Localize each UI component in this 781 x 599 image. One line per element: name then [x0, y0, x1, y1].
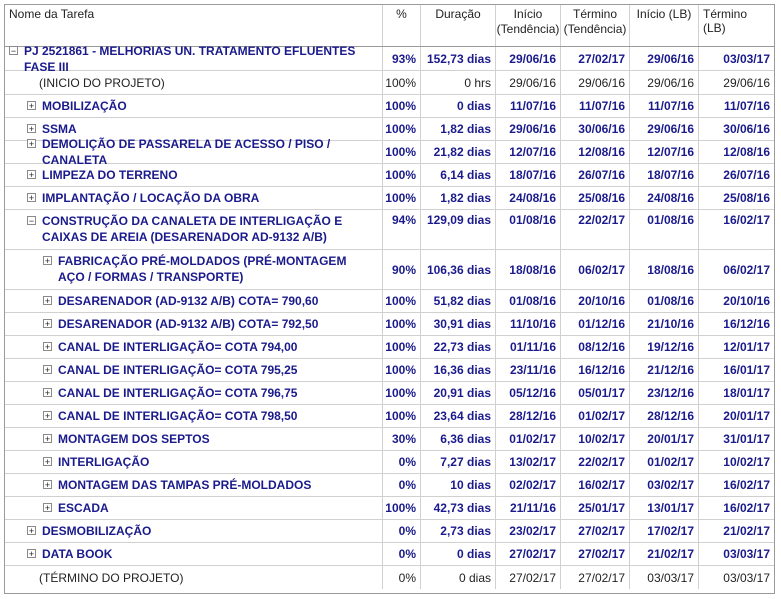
task-name: DEMOLIÇÃO DE PASSARELA DE ACESSO / PISO / CANALETA — [42, 137, 331, 167]
start-lb-cell[interactable]: 21/12/16 — [630, 359, 699, 381]
task-name-cell[interactable] — [5, 520, 383, 542]
pct-cell[interactable]: 100% — [383, 359, 421, 381]
end-cell[interactable]: 25/08/16 — [561, 187, 630, 209]
start-lb-cell[interactable]: 17/02/17 — [630, 520, 699, 542]
end-lb-cell[interactable]: 16/02/17 — [723, 213, 770, 227]
col-header-name-label: Nome da Tarefa — [9, 7, 95, 21]
task-name-cell[interactable] — [5, 497, 383, 519]
duration-cell[interactable]: 6,14 dias — [421, 164, 496, 186]
start-lb-cell[interactable]: 11/07/16 — [630, 95, 699, 117]
table-row[interactable] — [5, 313, 774, 336]
task-name: CANAL DE INTERLIGAÇÃO= COTA 794,00 — [58, 340, 298, 354]
table-row[interactable] — [5, 428, 774, 451]
plus-box-icon[interactable]: + — [44, 457, 51, 467]
pct-cell[interactable]: 30% — [383, 428, 421, 450]
duration-cell[interactable]: 7,27 dias — [421, 451, 496, 473]
start-lb-cell[interactable]: 21/02/17 — [630, 543, 699, 565]
task-name-cell[interactable] — [5, 428, 383, 450]
task-name: DESARENADOR (AD-9132 A/B) COTA= 792,50 — [58, 317, 319, 331]
duration-cell[interactable]: 0 dias — [421, 566, 496, 589]
pct-cell[interactable]: 100% — [383, 382, 421, 404]
task-name-cell[interactable] — [5, 336, 383, 358]
duration-cell[interactable]: 10 dias — [421, 474, 496, 496]
duration-cell[interactable]: 106,36 dias — [421, 250, 496, 289]
end-cell[interactable]: 11/07/16 — [561, 95, 630, 117]
pct-cell[interactable]: 100% — [383, 95, 421, 117]
start-lb-cell[interactable]: 12/07/16 — [630, 141, 699, 163]
end-lb-cell[interactable]: 11/07/16 — [723, 99, 770, 113]
task-name-cell[interactable] — [5, 250, 383, 289]
task-name: ESCADA — [58, 501, 109, 515]
end-lb-cell[interactable]: 16/02/17 — [723, 501, 770, 515]
end-lb-cell[interactable]: 03/03/17 — [723, 570, 770, 585]
end-cell[interactable]: 05/01/17 — [561, 382, 630, 404]
plus-box-icon[interactable]: + — [44, 503, 51, 513]
start-cell[interactable]: 23/02/17 — [496, 520, 561, 542]
pct-cell[interactable]: 0% — [383, 474, 421, 496]
end-cell[interactable]: 27/02/17 — [561, 566, 630, 589]
plus-box-icon[interactable]: + — [44, 480, 51, 490]
plus-box-icon[interactable]: + — [44, 365, 51, 375]
start-lb-cell[interactable]: 03/02/17 — [630, 474, 699, 496]
end-lb-cell[interactable]: 16/02/17 — [723, 478, 770, 492]
task-name-cell[interactable] — [5, 43, 383, 74]
duration-cell[interactable]: 20,91 dias — [421, 382, 496, 404]
col-header-start-lb[interactable] — [630, 5, 699, 46]
col-header-pct-label: % — [396, 7, 407, 21]
start-lb-cell[interactable]: 01/08/16 — [630, 210, 699, 249]
start-lb-cell[interactable]: 18/08/16 — [630, 250, 699, 289]
task-name: (TÉRMINO DO PROJETO) — [39, 570, 184, 585]
task-name: CANAL DE INTERLIGAÇÃO= COTA 796,75 — [58, 386, 298, 400]
col-header-start-sub-label: (Tendência) — [496, 22, 560, 36]
end-cell[interactable]: 22/02/17 — [561, 210, 630, 249]
minus-box-icon[interactable]: − — [10, 45, 17, 56]
end-lb-cell[interactable]: 16/12/16 — [723, 317, 770, 331]
table-row[interactable] — [5, 164, 774, 187]
start-lb-cell[interactable]: 01/02/17 — [630, 451, 699, 473]
duration-cell[interactable]: 129,09 dias — [421, 210, 496, 249]
end-cell[interactable]: 12/08/16 — [561, 141, 630, 163]
end-cell[interactable]: 26/07/16 — [561, 164, 630, 186]
start-cell[interactable]: 23/11/16 — [496, 359, 561, 381]
end-cell[interactable]: 20/10/16 — [561, 290, 630, 312]
pct-cell[interactable]: 93% — [383, 47, 421, 70]
plus-box-icon[interactable]: + — [44, 256, 51, 266]
table-row[interactable] — [5, 451, 774, 474]
table-row[interactable] — [5, 71, 774, 95]
duration-cell[interactable]: 152,73 dias — [421, 47, 496, 70]
end-cell[interactable]: 30/06/16 — [561, 118, 630, 140]
col-header-duration-label: Duração — [435, 7, 481, 21]
end-lb-cell[interactable]: 26/07/16 — [723, 168, 770, 182]
table-row[interactable] — [5, 43, 774, 74]
task-name: SSMA — [42, 122, 77, 136]
task-name-cell[interactable] — [5, 382, 383, 404]
end-cell[interactable]: 29/06/16 — [561, 71, 630, 94]
task-name-cell[interactable] — [5, 95, 383, 117]
task-name: PJ 2521861 - MELHORIAS UN. TRATAMENTO EFLUENTES FASE III — [24, 43, 356, 74]
task-name-cell[interactable] — [5, 451, 383, 473]
end-lb-cell[interactable]: 21/02/17 — [723, 524, 770, 538]
pct-cell[interactable]: 100% — [383, 71, 421, 94]
start-cell[interactable]: 13/02/17 — [496, 451, 561, 473]
end-lb-cell[interactable]: 25/08/16 — [723, 191, 770, 205]
start-cell[interactable]: 11/07/16 — [496, 95, 561, 117]
start-lb-cell[interactable]: 19/12/16 — [630, 336, 699, 358]
task-name: CANAL DE INTERLIGAÇÃO= COTA 798,50 — [58, 409, 298, 423]
plus-box-icon[interactable]: + — [44, 296, 51, 306]
start-lb-cell[interactable]: 21/10/16 — [630, 313, 699, 335]
start-lb-cell[interactable]: 01/08/16 — [630, 290, 699, 312]
col-header-start-trend[interactable] — [496, 5, 561, 46]
task-name: DATA BOOK — [42, 547, 113, 561]
duration-cell[interactable]: 23,64 dias — [421, 405, 496, 427]
minus-box-icon[interactable]: − — [28, 216, 35, 226]
pct-cell[interactable]: 100% — [383, 336, 421, 358]
pct-cell[interactable]: 100% — [383, 497, 421, 519]
table-row[interactable] — [5, 382, 774, 405]
task-name: CONSTRUÇÃO DA CANALETA DE INTERLIGAÇÃO E CAIXAS DE AREIA (DESARENADOR AD-9132 A/B) — [42, 214, 343, 244]
task-name: MONTAGEM DAS TAMPAS PRÉ-MOLDADOS — [58, 478, 312, 492]
plus-box-icon[interactable]: + — [28, 549, 35, 559]
end-cell[interactable]: 27/02/17 — [561, 520, 630, 542]
end-lb-cell[interactable]: 20/10/16 — [723, 294, 770, 308]
task-name: MONTAGEM DOS SEPTOS — [58, 432, 210, 446]
table-row[interactable] — [5, 359, 774, 382]
plus-box-icon[interactable]: + — [28, 170, 35, 180]
task-name: DESARENADOR (AD-9132 A/B) COTA= 790,60 — [58, 294, 319, 308]
task-table — [4, 4, 775, 594]
col-header-name[interactable] — [5, 5, 383, 46]
start-cell[interactable]: 01/08/16 — [496, 210, 561, 249]
start-cell[interactable]: 01/08/16 — [496, 290, 561, 312]
duration-cell[interactable]: 42,73 dias — [421, 497, 496, 519]
end-cell[interactable]: 22/02/17 — [561, 451, 630, 473]
end-cell[interactable]: 01/02/17 — [561, 405, 630, 427]
duration-cell[interactable]: 22,73 dias — [421, 336, 496, 358]
task-name-cell[interactable] — [5, 474, 383, 496]
table-row[interactable] — [5, 95, 774, 118]
table-row[interactable] — [5, 137, 774, 167]
start-cell[interactable]: 29/06/16 — [496, 71, 561, 94]
end-lb-cell[interactable]: 20/01/17 — [723, 409, 770, 423]
task-name-cell[interactable] — [5, 71, 383, 94]
plus-box-icon[interactable]: + — [44, 342, 51, 352]
table-row[interactable] — [5, 336, 774, 359]
task-name: MOBILIZAÇÃO — [42, 99, 127, 113]
end-cell[interactable]: 16/02/17 — [561, 474, 630, 496]
start-cell[interactable]: 11/10/16 — [496, 313, 561, 335]
table-row[interactable] — [5, 250, 774, 290]
end-lb-cell[interactable]: 29/06/16 — [723, 75, 770, 90]
duration-cell[interactable]: 16,36 dias — [421, 359, 496, 381]
pct-cell[interactable]: 0% — [383, 451, 421, 473]
pct-cell[interactable]: 100% — [383, 187, 421, 209]
plus-box-icon[interactable]: + — [28, 101, 35, 111]
task-name: (INICIO DO PROJETO) — [39, 75, 165, 90]
start-cell[interactable]: 29/06/16 — [496, 118, 561, 140]
task-name-cell[interactable] — [5, 290, 383, 312]
start-lb-cell[interactable]: 28/12/16 — [630, 405, 699, 427]
plus-box-icon[interactable]: + — [44, 411, 51, 421]
end-cell[interactable]: 27/02/17 — [561, 543, 630, 565]
start-lb-cell[interactable]: 29/06/16 — [630, 118, 699, 140]
start-cell[interactable]: 29/06/16 — [496, 47, 561, 70]
task-name-cell[interactable] — [5, 187, 383, 209]
pct-cell[interactable]: 100% — [383, 290, 421, 312]
table-row[interactable] — [5, 566, 774, 589]
table-row[interactable] — [5, 497, 774, 520]
duration-cell[interactable]: 1,82 dias — [421, 118, 496, 140]
col-header-end-lb[interactable] — [699, 5, 774, 46]
task-name-cell[interactable] — [5, 137, 383, 167]
table-row[interactable] — [5, 543, 774, 566]
duration-cell[interactable]: 21,82 dias — [421, 141, 496, 163]
task-name: CANAL DE INTERLIGAÇÃO= COTA 795,25 — [58, 363, 298, 377]
pct-cell[interactable]: 100% — [383, 118, 421, 140]
duration-cell[interactable]: 2,73 dias — [421, 520, 496, 542]
plus-box-icon[interactable]: + — [28, 124, 35, 134]
end-lb-cell[interactable]: 12/08/16 — [723, 145, 770, 159]
pct-cell[interactable]: 94% — [383, 210, 421, 249]
start-cell[interactable]: 18/08/16 — [496, 250, 561, 289]
end-lb-cell[interactable]: 16/01/17 — [723, 363, 770, 377]
col-header-end-label: Término — [573, 7, 618, 21]
start-lb-cell[interactable]: 23/12/16 — [630, 382, 699, 404]
task-name: FABRICAÇÃO PRÉ-MOLDADOS (PRÉ-MONTAGEM AÇO / FORMAS / TRANSPORTE) — [58, 254, 347, 284]
end-cell[interactable]: 10/02/17 — [561, 428, 630, 450]
pct-cell[interactable]: 90% — [383, 250, 421, 289]
start-cell[interactable]: 27/02/17 — [496, 566, 561, 589]
table-row[interactable] — [5, 290, 774, 313]
task-name: LIMPEZA DO TERRENO — [42, 168, 178, 182]
start-cell[interactable]: 28/12/16 — [496, 405, 561, 427]
plus-box-icon[interactable]: + — [28, 526, 35, 536]
end-lb-cell[interactable]: 03/03/17 — [723, 547, 770, 561]
start-cell[interactable]: 21/11/16 — [496, 497, 561, 519]
end-cell[interactable]: 08/12/16 — [561, 336, 630, 358]
col-header-start-lb-label: Início (LB) — [636, 7, 692, 21]
pct-cell[interactable]: 100% — [383, 164, 421, 186]
col-header-start-label: Início — [513, 7, 543, 21]
task-name: INTERLIGAÇÃO — [58, 455, 150, 469]
pct-cell[interactable]: 100% — [383, 313, 421, 335]
plus-box-icon[interactable]: + — [28, 139, 35, 149]
task-name-cell[interactable] — [5, 566, 383, 589]
table-row[interactable] — [5, 474, 774, 497]
end-cell[interactable]: 27/02/17 — [561, 47, 630, 70]
start-lb-cell[interactable]: 18/07/16 — [630, 164, 699, 186]
task-name-cell[interactable] — [5, 405, 383, 427]
task-name-cell[interactable] — [5, 210, 383, 249]
end-cell[interactable]: 01/12/16 — [561, 313, 630, 335]
duration-cell[interactable]: 1,82 dias — [421, 187, 496, 209]
start-lb-cell[interactable]: 13/01/17 — [630, 497, 699, 519]
task-name-cell[interactable] — [5, 543, 383, 565]
pct-cell[interactable]: 0% — [383, 543, 421, 565]
end-lb-cell[interactable]: 30/06/16 — [723, 122, 770, 136]
plus-box-icon[interactable]: + — [44, 319, 51, 329]
end-lb-cell[interactable]: 06/02/17 — [723, 262, 770, 277]
task-name-cell[interactable] — [5, 359, 383, 381]
duration-cell[interactable]: 0 hrs — [421, 71, 496, 94]
pct-cell[interactable]: 100% — [383, 405, 421, 427]
duration-cell[interactable]: 51,82 dias — [421, 290, 496, 312]
start-lb-cell[interactable]: 29/06/16 — [630, 47, 699, 70]
end-cell[interactable]: 25/01/17 — [561, 497, 630, 519]
table-row[interactable] — [5, 210, 774, 250]
plus-box-icon[interactable]: + — [44, 434, 51, 444]
duration-cell[interactable]: 30,91 dias — [421, 313, 496, 335]
duration-cell[interactable]: 0 dias — [421, 543, 496, 565]
end-lb-cell[interactable]: 12/01/17 — [723, 340, 770, 354]
start-cell[interactable]: 24/08/16 — [496, 187, 561, 209]
task-name: DESMOBILIZAÇÃO — [42, 524, 152, 538]
duration-cell[interactable]: 6,36 dias — [421, 428, 496, 450]
end-lb-cell[interactable]: 18/01/17 — [723, 386, 770, 400]
col-header-end-lb-label: Término (LB) — [703, 7, 748, 35]
header-row — [5, 5, 774, 47]
pct-cell[interactable]: 0% — [383, 520, 421, 542]
task-name-cell[interactable] — [5, 313, 383, 335]
start-cell[interactable]: 27/02/17 — [496, 543, 561, 565]
task-name-cell[interactable] — [5, 164, 383, 186]
col-header-duration[interactable] — [421, 5, 496, 46]
start-lb-cell[interactable]: 24/08/16 — [630, 187, 699, 209]
plus-box-icon[interactable]: + — [28, 193, 35, 203]
start-cell[interactable]: 01/11/16 — [496, 336, 561, 358]
table-row[interactable] — [5, 520, 774, 543]
end-cell[interactable]: 16/12/16 — [561, 359, 630, 381]
start-cell[interactable]: 01/02/17 — [496, 428, 561, 450]
plus-box-icon[interactable]: + — [44, 388, 51, 398]
end-lb-cell[interactable]: 10/02/17 — [723, 455, 770, 469]
pct-cell[interactable]: 0% — [383, 566, 421, 589]
start-cell[interactable]: 12/07/16 — [496, 141, 561, 163]
start-lb-cell[interactable]: 20/01/17 — [630, 428, 699, 450]
end-lb-cell[interactable]: 31/01/17 — [723, 432, 770, 446]
col-header-pct[interactable] — [383, 5, 421, 46]
table-row[interactable] — [5, 187, 774, 210]
start-lb-cell[interactable]: 03/03/17 — [630, 566, 699, 589]
start-lb-cell[interactable]: 29/06/16 — [630, 71, 699, 94]
end-cell[interactable]: 06/02/17 — [561, 250, 630, 289]
start-cell[interactable]: 18/07/16 — [496, 164, 561, 186]
col-header-end-sub-label: (Tendência) — [563, 22, 627, 36]
duration-cell[interactable]: 0 dias — [421, 95, 496, 117]
table-row[interactable] — [5, 405, 774, 428]
col-header-end-trend[interactable] — [561, 5, 630, 46]
start-cell[interactable]: 05/12/16 — [496, 382, 561, 404]
task-name: IMPLANTAÇÃO / LOCAÇÃO DA OBRA — [42, 191, 260, 205]
pct-cell[interactable]: 100% — [383, 141, 421, 163]
end-lb-cell[interactable]: 03/03/17 — [723, 51, 770, 66]
start-cell[interactable]: 02/02/17 — [496, 474, 561, 496]
